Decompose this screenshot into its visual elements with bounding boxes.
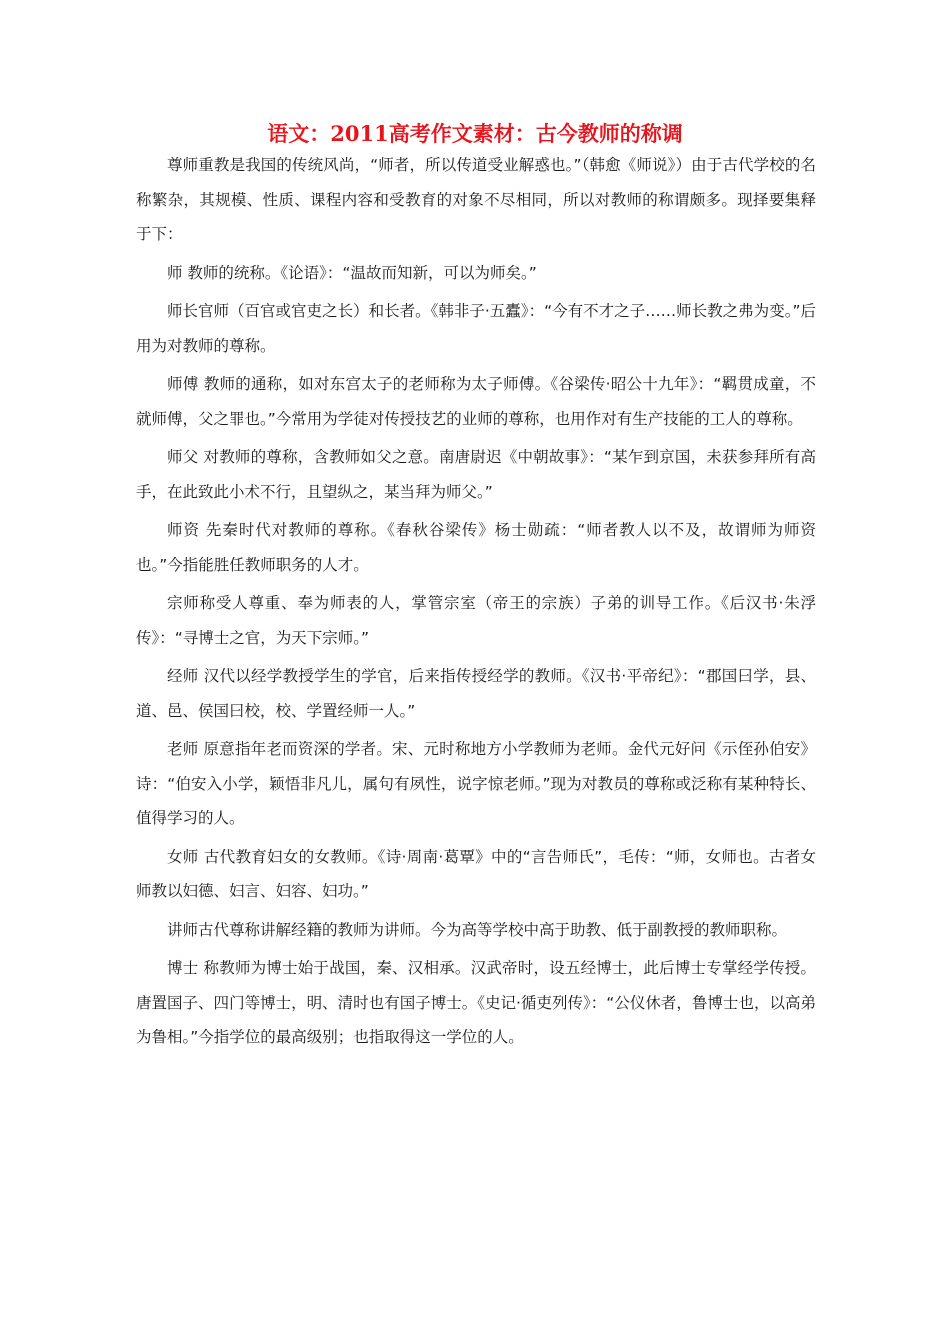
- paragraph-laoshi: 老师 原意指年老而资深的学者。宋、元时称地方小学教师为老师。金代元好问《示侄孙伯安》诗：“伯安入小学，颖悟非凡儿，属句有夙性，说字惊老师。”现为对教员的尊称或泛称有某种特长、值得学习的人。: [136, 740, 816, 827]
- paragraph-shi: 师 教师的统称。《论语》：“温故而知新，可以为师矣。”: [167, 263, 537, 282]
- paragraph-shifu-teacher: 师傅 教师的通称，如对东宫太子的老师称为太子师傅。《谷梁传·昭公十九年》：“羁贯成童，不就师傅，父之罪也。”今常用为学徒对传授技艺的业师的尊称，也用作对有生产技能的工人的尊称。: [136, 375, 816, 428]
- paragraph-nvshi: 女师 古代教育妇女的女教师。《诗·周南·葛覃》中的“言告师氏”，毛传：“师，女师也。古者女师教以妇德、妇言、妇容、妇功。”: [136, 847, 816, 900]
- paragraph-jiangshi: 讲师古代尊称讲解经籍的教师为讲师。今为高等学校中高于助教、低于副教授的教师职称。: [167, 920, 788, 939]
- paragraph-jingshi: 经师 汉代以经学教授学生的学官，后来指传授经学的教师。《汉书·平帝纪》：“郡国曰学，县、道、邑、侯国曰校，校、学置经师一人。”: [136, 667, 816, 720]
- document-body: [136, 148, 816, 1059]
- document-title: 语文：2011高考作文素材：古今教师的称调: [267, 121, 683, 146]
- paragraph-boshi: 博士 称教师为博士始于战国，秦、汉相承。汉武帝时，设五经博士，此后博士专掌经学传授。唐置国子、四门等博士，明、清时也有国子博士。《史记·循吏列传》：“公仪休者，鲁博士也，以高弟为鲁相。”今指学位的最高级别；也指取得这一学位的人。: [136, 959, 816, 1046]
- paragraph-zongshi: 宗师称受人尊重、奉为师表的人，掌管宗室（帝王的宗族）子弟的训导工作。《后汉书·朱浮传》：“寻博士之官，为天下宗师。”: [136, 594, 816, 647]
- paragraph-shifu-father: 师父 对教师的尊称，含教师如父之意。南唐尉迟《中朝故事》：“某乍到京国，未获参拜所有高手，在此致此小术不行，且望纵之，某当拜为师父。”: [136, 448, 816, 501]
- paragraph-shizhang: 师长官师（百官或官吏之长）和长者。《韩非子·五蠹》：“今有不才之子……师长教之弗为变。”后用为对教师的尊称。: [136, 302, 816, 355]
- paragraph-intro: 尊师重教是我国的传统风尚，“师者，所以传道受业解惑也。”（韩愈《师说》）由于古代学校的名称繁杂，其规模、性质、课程内容和受教育的对象不尽相同，所以对教师的称谓颇多。现择要集释于下：: [136, 156, 816, 243]
- paragraph-shizi: 师资 先秦时代对教师的尊称。《春秋谷梁传》杨士勋疏：“师者教人以不及，故谓师为师资也。”今指能胜任教师职务的人才。: [136, 521, 816, 574]
